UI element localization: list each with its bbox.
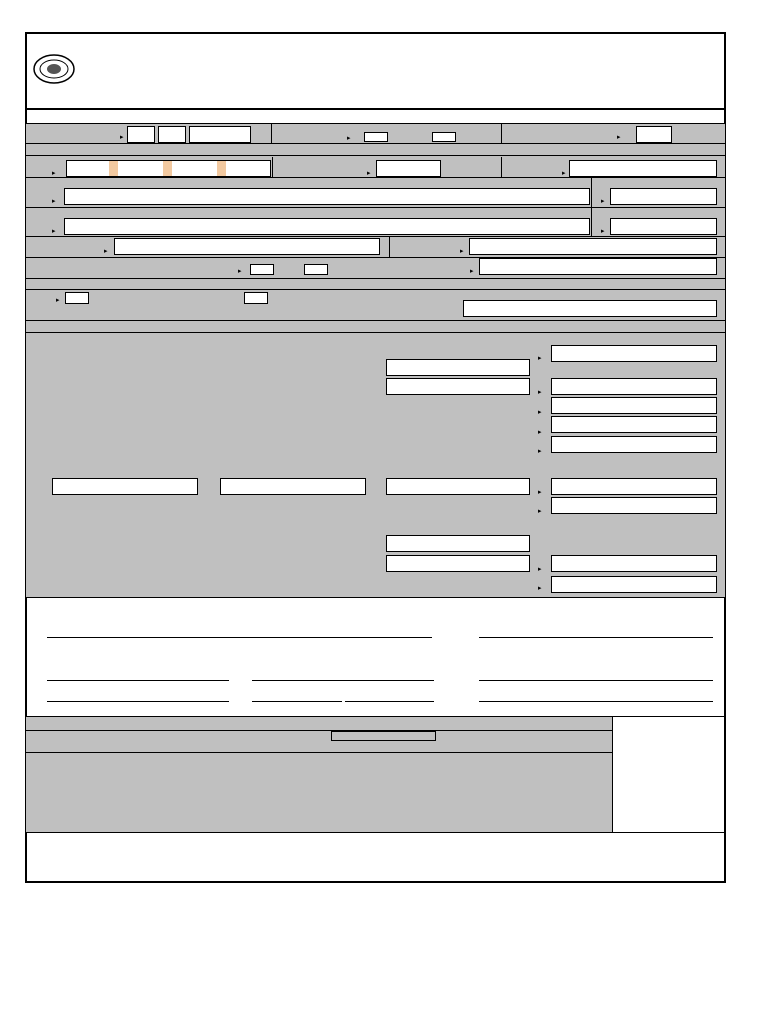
date-mm-input[interactable] — [127, 126, 155, 143]
relief-yes-checkbox[interactable] — [250, 264, 274, 275]
line-22-input[interactable] — [551, 497, 717, 514]
line-23b-input[interactable] — [386, 555, 530, 572]
line-17a-input[interactable] — [386, 359, 530, 376]
telephone-input[interactable] — [610, 188, 717, 205]
zip-input[interactable] — [610, 218, 717, 235]
part1-header — [26, 144, 725, 156]
specify-input[interactable] — [479, 258, 717, 275]
date-dd-input[interactable] — [158, 126, 186, 143]
prepayment-checkbox[interactable] — [244, 292, 268, 304]
line-21b-input[interactable] — [220, 478, 366, 495]
removal-input[interactable] — [469, 238, 717, 255]
line-19-input[interactable] — [551, 416, 717, 433]
amended-yes-checkbox[interactable] — [364, 132, 388, 142]
rdo-input[interactable] — [376, 160, 441, 177]
line-24-input[interactable] — [551, 576, 717, 593]
address-input[interactable] — [64, 218, 590, 235]
line-21c-input[interactable] — [386, 478, 530, 495]
relief-no-checkbox[interactable] — [304, 264, 328, 275]
line-23a-input[interactable] — [386, 535, 530, 552]
line-23c-input[interactable] — [551, 555, 717, 572]
actual-removal-checkbox[interactable] — [65, 292, 89, 304]
production-input[interactable] — [114, 238, 380, 255]
line-16-input[interactable] — [551, 345, 717, 362]
line-18-input[interactable] — [551, 397, 717, 414]
date-yyyy-input[interactable] — [189, 126, 251, 143]
amended-no-checkbox[interactable] — [432, 132, 456, 142]
line-21a-input[interactable] — [52, 478, 198, 495]
other-schemes-input[interactable] — [463, 300, 717, 317]
part5-body — [26, 716, 612, 832]
sheets-input[interactable] — [636, 126, 672, 143]
part3-header — [26, 320, 725, 333]
line-17c-input[interactable] — [551, 378, 717, 395]
line-20-input[interactable] — [551, 436, 717, 453]
taxpayer-name-input[interactable] — [64, 188, 590, 205]
tin-input[interactable] — [66, 160, 271, 177]
part2-header — [26, 278, 725, 290]
date-header-box — [331, 731, 436, 741]
line-21d-input[interactable] — [551, 478, 717, 495]
bir-seal-icon — [33, 54, 75, 84]
header-divider — [26, 108, 725, 110]
lob-input[interactable] — [569, 160, 717, 177]
line-17b-input[interactable] — [386, 378, 530, 395]
